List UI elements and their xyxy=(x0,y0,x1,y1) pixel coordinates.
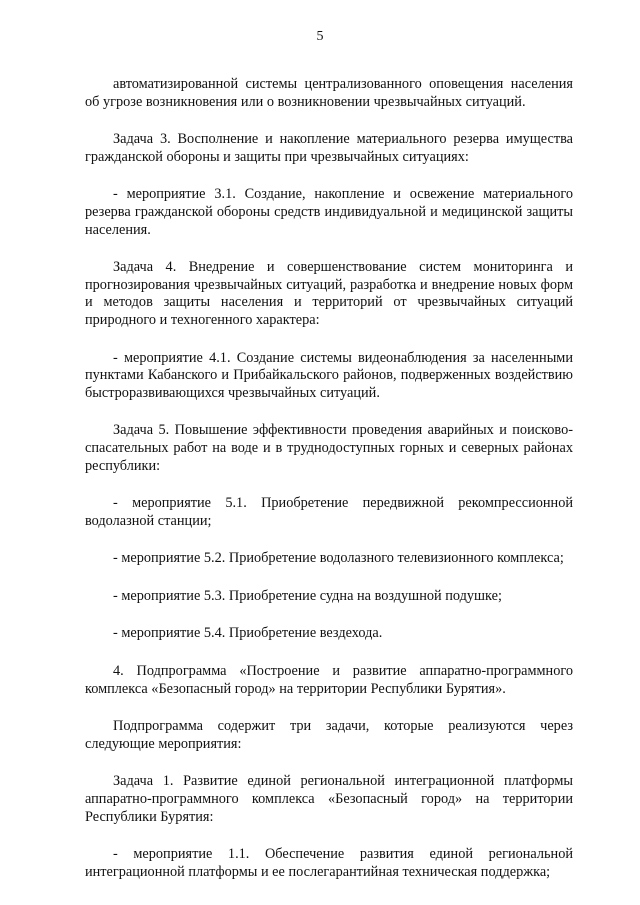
paragraph-measure-5-3: - мероприятие 5.3. Приобретение судна на воздушной подушке; xyxy=(113,587,502,604)
paragraph-measure-5-2: - мероприятие 5.2. Приобретение водолазного телевизионного комплекса; xyxy=(113,550,564,567)
paragraph-task-1: Задача 1. Развитие единой региональной интеграционной платформы аппаратно-программного комплекса «Безопасный город» на территории Республики Бурятия: xyxy=(85,773,573,825)
paragraph-measure-4-1: - мероприятие 4.1. Создание системы видеонаблюдения за населенными пунктами Кабанского и Прибайкальского районов, подверженных воздействию быстроразвивающихся чрезвычайных ситуаций. xyxy=(85,349,573,401)
paragraph-task-4: Задача 4. Внедрение и совершенствование систем мониторинга и прогнозирования чрезвычайных ситуаций, разработка и внедрение новых форм и методов защиты населения и территорий от чрезвычайных ситуаций природного и техногенного характера: xyxy=(85,259,573,328)
paragraph-measure-5-4: - мероприятие 5.4. Приобретение вездехода. xyxy=(113,625,383,642)
paragraph-warning-system-end: автоматизированной системы централизованного оповещения населения об угрозе возникновения или о возникновении чрезвычайных ситуаций. xyxy=(85,76,573,110)
paragraph-task-3: Задача 3. Восполнение и накопление материального резерва имущества гражданской обороны и защиты при чрезвычайных ситуациях: xyxy=(85,131,573,165)
paragraph-measure-5-1: - мероприятие 5.1. Приобретение передвижной рекомпрессионной водолазной станции; xyxy=(85,495,573,529)
paragraph-subprogram-summary: Подпрограмма содержит три задачи, которые реализуются через следующие мероприятия: xyxy=(85,718,573,752)
paragraph-subprogram-4: 4. Подпрограмма «Построение и развитие аппаратно-программного комплекса «Безопасный город» на территории Республики Бурятия». xyxy=(85,663,573,697)
paragraph-task-5: Задача 5. Повышение эффективности проведения аварийных и поисково-спасательных работ на воде и в труднодоступных горных и северных районах республики: xyxy=(85,422,573,474)
page-number: 5 xyxy=(316,29,324,44)
paragraph-measure-1-1: - мероприятие 1.1. Обеспечение развития единой региональной интеграционной платформы и ее послегарантийная техническая поддержка; xyxy=(85,846,573,880)
paragraph-measure-3-1: - мероприятие 3.1. Создание, накопление и освежение материального резерва гражданской обороны средств индивидуальной и медицинской защиты населения. xyxy=(85,186,573,238)
document-body xyxy=(85,76,573,901)
